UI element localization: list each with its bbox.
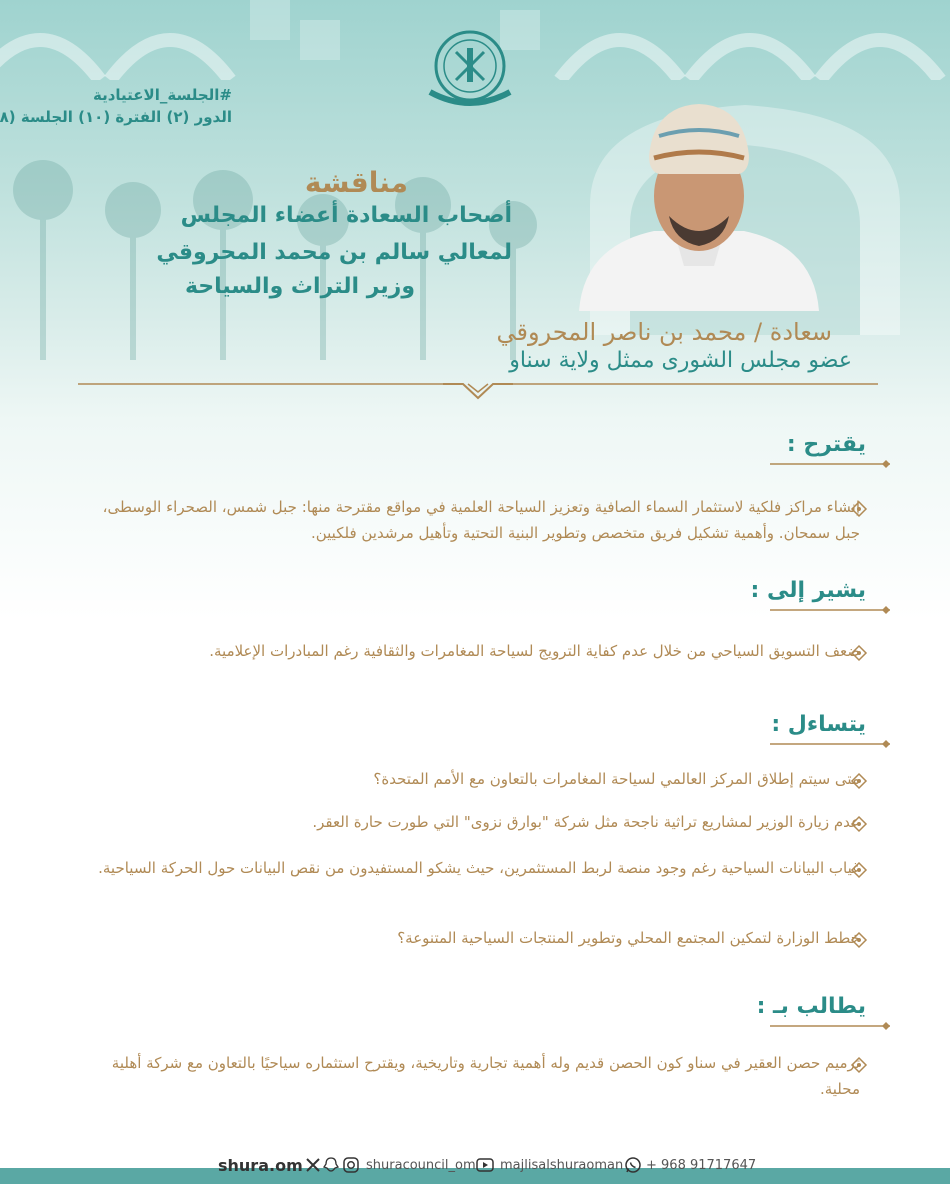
youtube-icon[interactable]	[476, 1156, 494, 1174]
social-handle[interactable]: shuracouncil_om	[366, 1158, 476, 1173]
list-item: متى سيتم إطلاق المركز العالمي لسياحة المغامرات بالتعاون مع الأمم المتحدة؟	[373, 770, 860, 788]
youtube-handle[interactable]: majlisalshuraoman	[500, 1158, 624, 1173]
subtitle-minister: لمعالي سالم بن محمد المحروقي	[156, 240, 512, 265]
shura-council-emblem	[418, 22, 523, 114]
x-icon[interactable]	[304, 1156, 322, 1174]
list-item: عدم زيارة الوزير لمشاريع تراثية ناجحة مثل شركة "بوارق نزوى" التي طورت حارة العقر.	[312, 813, 860, 831]
website-link[interactable]: shura.om	[218, 1156, 303, 1175]
list-item: خطط الوزارة لتمكين المجتمع المحلي وتطوير المنتجات السياحية المتنوعة؟	[397, 929, 860, 947]
member-title: عضو مجلس الشورى ممثل ولاية سناو	[509, 348, 852, 373]
list-item: إنشاء مراكز فلكية لاستثمار السماء الصافية وتعزيز السياحة العلمية في مواقع مقترحة منها: جبل شمس، الصحراء الوسطى، جبل سمحان. وأهمية تشكيل فريق متخصص وتطوير البنية التحتية وتأهيل مرشدين فلكيين.	[102, 498, 860, 542]
whatsapp-icon[interactable]	[624, 1156, 642, 1174]
member-name: سعادة / محمد بن ناصر المحروقي	[496, 318, 832, 346]
section-heading-demands: يطالب بـ :	[756, 994, 866, 1019]
section-heading-points-to: يشير إلى :	[750, 578, 866, 603]
heading-underline	[770, 738, 890, 750]
member-portrait	[574, 96, 824, 311]
section-heading-questions: يتساءل :	[771, 712, 866, 737]
session-hashtag: #الجلسة_الاعتيادية	[93, 86, 232, 104]
section-heading-proposes: يقترح :	[786, 432, 866, 457]
heading-underline	[770, 1020, 890, 1032]
subtitle-members: أصحاب السعادة أعضاء المجلس	[180, 203, 512, 228]
list-item: غياب البيانات السياحية رغم وجود منصة لربط المستثمرين، حيث يشكو المستفيدون من نقص البيانات حول الحركة السياحية.	[98, 859, 860, 877]
list-item: ضعف التسويق السياحي من خلال عدم كفاية الترويج لسياحة المغامرات والثقافية رغم المبادرات الإعلامية.	[209, 642, 860, 660]
session-info: الدور (٢) الفترة (١٠) الجلسة (٨	[0, 108, 232, 126]
discussion-title: مناقشة	[304, 166, 408, 199]
phone-number[interactable]: + 968 91717647	[646, 1158, 757, 1173]
subtitle-ministry: وزير التراث والسياحة	[184, 274, 415, 299]
heading-underline	[770, 604, 890, 616]
list-item: ترميم حصن العقير في سناو كون الحصن قديم وله أهمية تجارية وتاريخية، ويقترح استثماره سياحيًا بالتعاون مع شركة أهلية محلية.	[111, 1054, 860, 1098]
ornamental-divider	[78, 378, 878, 402]
instagram-icon[interactable]	[342, 1156, 360, 1174]
heading-underline	[770, 458, 890, 470]
snapchat-icon[interactable]	[322, 1156, 340, 1174]
